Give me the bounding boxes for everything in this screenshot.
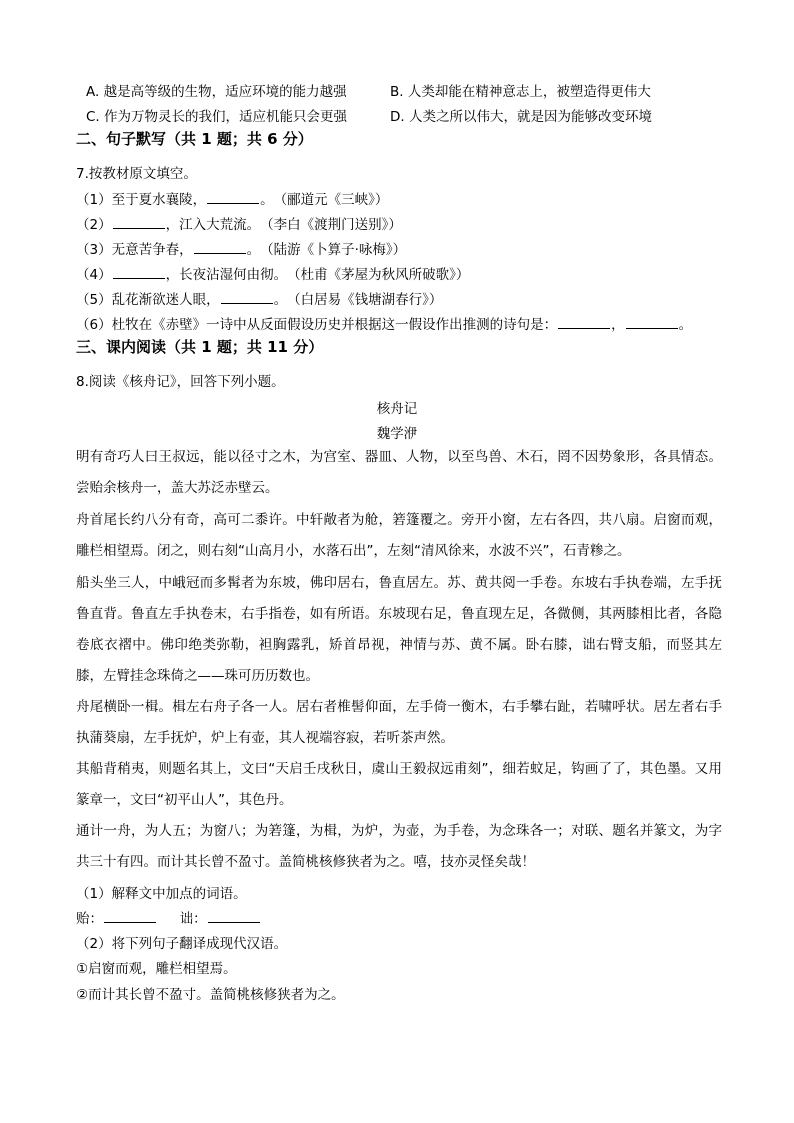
answer-blank[interactable]	[221, 291, 273, 304]
translation-item-2: ②而计其长曾不盈寸。盖简桃核修狭者为之。	[76, 987, 345, 1003]
fill-item-6-text: （6）杜牧在《赤壁》一诗中从反面假设历史并根据这一假设作出推测的诗句是：	[76, 317, 558, 333]
answer-blank[interactable]	[194, 241, 246, 254]
fill-item-5-source: 。 （白居易《钱塘湖春行》）	[273, 292, 443, 308]
answer-blank[interactable]	[113, 266, 165, 279]
term-1-label: 贻：	[76, 911, 103, 927]
section-heading-2: 二、句子默写（共 1 题；共 6 分）	[76, 130, 313, 148]
section-heading-3: 三、课内阅读（共 1 题；共 11 分）	[76, 338, 324, 356]
option-b: B. 人类却能在精神意志上，被塑造得更伟大	[390, 84, 651, 100]
fill-item-1	[76, 188, 388, 208]
option-c: C. 作为万物灵长的我们，适应机能只会更强	[86, 109, 348, 125]
fill-item-3-source: 。 （陆游《卜算子·咏梅》）	[246, 242, 407, 258]
passage-author: 魏学洢	[376, 426, 418, 442]
option-a: A. 越是高等级的生物，适应环境的能力越强	[86, 84, 347, 100]
fill-item-2-text: （2）	[76, 217, 112, 233]
fill-item-1-text: （1）至于夏水襄陵，	[76, 192, 207, 208]
answer-blank[interactable]	[104, 910, 156, 923]
passage-paragraph-2: 舟首尾长约八分有奇，高可二黍许。中轩敞者为舱，箬篷覆之。旁开小窗，左右各四，共八扇。启窗而观，雕栏相望焉。闭之，则右刻“山高月小，水落石出”，左刻“清风徐来，水波不兴”，石青糁之。	[76, 512, 722, 559]
fill-item-6-end: 。	[678, 317, 693, 333]
fill-item-4	[76, 263, 469, 283]
term-row	[76, 907, 261, 927]
subquestion-1: （1）解释文中加点的词语。	[76, 886, 247, 902]
answer-blank[interactable]	[113, 216, 165, 229]
answer-blank[interactable]	[558, 316, 610, 329]
fill-item-5-text: （5）乱花渐欲迷人眼，	[76, 292, 220, 308]
fill-item-2	[76, 213, 402, 233]
question-7: 7.按教材原文填空。	[76, 166, 197, 182]
answer-blank[interactable]	[208, 910, 260, 923]
translation-item-1: ①启窗而观，雕栏相望焉。	[76, 961, 237, 977]
fill-item-1-source: 。 （郦道元《三峡》）	[260, 192, 389, 208]
passage-title: 核舟记	[376, 401, 418, 417]
passage-paragraph-3: 船头坐三人，中峨冠而多髯者为东坡，佛印居右，鲁直居左。苏、黄共阅一手卷。东坡右手执卷端，左手抚鲁直背。鲁直左手执卷末，右手指卷，如有所语。东坡现右足，鲁直现左足，各微侧，其两膝相比者，各隐卷底衣褶中。佛印绝类弥勒，袒胸露乳，矫首昂视，神情与苏、黄不属。卧右膝，诎右臂支船，而竖其左膝，左臂挂念珠倚之——珠可历历数也。	[76, 575, 722, 684]
passage-paragraph-6: 通计一舟，为人五；为窗八；为箬篷，为楫，为炉，为壶，为手卷，为念珠各一；对联、题名并篆文，为字共三十有四。而计其长曾不盈寸。盖简桃核修狭者为之。嘻，技亦灵怪矣哉！	[76, 823, 722, 870]
passage-paragraph-4: 舟尾横卧一楫。楫左右舟子各一人。居右者椎髻仰面，左手倚一衡木，右手攀右趾，若啸呼状。居左者右手执蒲葵扇，左手抚炉，炉上有壶，其人视端容寂，若听茶声然。	[76, 699, 722, 746]
fill-item-3	[76, 238, 406, 258]
fill-item-5	[76, 288, 442, 308]
fill-item-6	[76, 313, 692, 333]
answer-blank[interactable]	[626, 316, 678, 329]
answer-blank[interactable]	[207, 191, 259, 204]
fill-item-3-text: （3）无意苦争春，	[76, 242, 193, 258]
term-2-label: 诎：	[179, 911, 207, 927]
passage-paragraph-5: 其船背稍夷，则题名其上，文曰“天启壬戌秋日，虞山王毅叔远甫刻”，细若蚊足，钩画了了，其色墨。又用篆章一，文曰“初平山人”，其色丹。	[76, 761, 722, 808]
fill-item-4-text: （4）	[76, 267, 112, 283]
option-d: D. 人类之所以伟大，就是因为能够改变环境	[390, 109, 652, 125]
question-8: 8.阅读《核舟记》，回答下列小题。	[76, 374, 285, 390]
subquestion-2: （2）将下列句子翻译成现代汉语。	[76, 936, 288, 952]
fill-item-6-sep: ，	[611, 317, 625, 333]
fill-item-2-source: ，江入大荒流。 （李白《渡荆门送别》）	[165, 217, 402, 233]
passage-paragraph-1: 明有奇巧人曰王叔远，能以径寸之木，为宫室、器皿、人物，以至鸟兽、木石，罔不因势象形，各具情态。尝贻余核舟一，盖大苏泛赤壁云。	[76, 449, 722, 496]
fill-item-4-source: ，长夜沾湿何由彻。 （杜甫《茅屋为秋风所破歌》）	[165, 267, 470, 283]
